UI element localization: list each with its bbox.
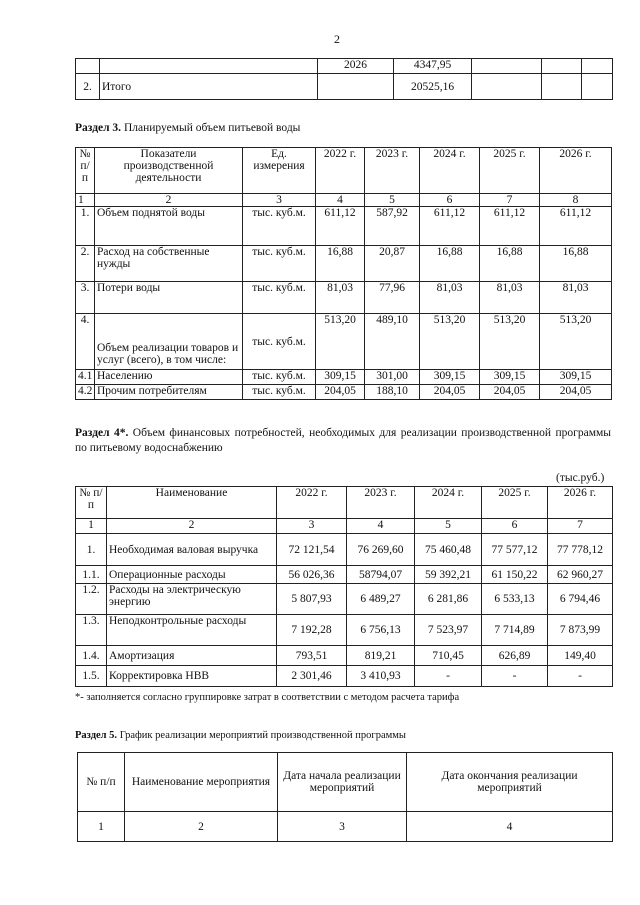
column-number-row: 1 2 3 4 5 6 7 [76, 519, 613, 534]
section4-table [75, 486, 613, 687]
table-row: 1. Объем поднятой воды тыс. куб.м. 611,12 587,92 611,12 611,12 611,12 [76, 207, 612, 246]
column-number-row: 1 2 3 4 5 6 7 8 [76, 194, 612, 207]
section3-table [75, 147, 612, 400]
table-header-row: № п/п Наименование мероприятия Дата начала реализации мероприятий Дата окончания реализации мероприятий [78, 753, 613, 812]
table-header-row: № п/п Показатели производственной деятельности Ед. измерения 2022 г. 2023 г. 2024 г. 2025 г. 2026 г. [76, 148, 612, 194]
top-table [75, 58, 613, 100]
table-row: 1. Необходимая валовая выручка 72 121,54 76 269,60 75 460,48 77 577,12 77 778,12 [76, 534, 613, 566]
table-row: 1.4. Амортизация 793,51 819,21 710,45 626,89 149,40 [76, 646, 613, 666]
table-row: 2. Расход на собственные нужды тыс. куб.м. 16,88 20,87 16,88 16,88 16,88 [76, 246, 612, 282]
table-row: 1.2. Расходы на электрическую энергию 5 807,93 6 489,27 6 281,86 6 533,13 6 794,46 [76, 584, 613, 615]
table-row: 3. Потери воды тыс. куб.м. 81,03 77,96 81,03 81,03 81,03 [76, 282, 612, 314]
section5-table [77, 752, 613, 842]
page-number: 2 [334, 32, 340, 46]
section5-title: Раздел 5. График реализации мероприятий производственной программы [75, 730, 406, 741]
section4-title: Раздел 4*. Объем финансовых потребностей, необходимых для реализации производственной программы по питьевому водоснабжению [75, 427, 612, 454]
section3-title: Раздел 3. Планируемый объем питьевой воды [75, 122, 301, 134]
table-row: 4. Объем реализации товаров и услуг (всего), в том числе: тыс. куб.м. 513,20 489,10 513,20 513,20 513,20 [76, 314, 612, 370]
section4-footnote: *- заполняется согласно группировке затрат в соответствии с методом расчета тарифа [75, 692, 460, 703]
table-row: 4.2 Прочим потребителям тыс. куб.м. 204,05 188,10 204,05 204,05 204,05 [76, 385, 612, 400]
table-row: 2. Итого 20525,16 [76, 74, 613, 100]
section4-units: (тыс.руб.) [556, 472, 605, 484]
table-row: 1.3. Неподконтрольные расходы 7 192,28 6 756,13 7 523,97 7 714,89 7 873,99 [76, 615, 613, 646]
table-row: 1.1. Операционные расходы 56 026,36 58794,07 59 392,21 61 150,22 62 960,27 [76, 566, 613, 584]
table-row: 2026 4347,95 [76, 59, 613, 74]
table-header-row: № п/п Наименование 2022 г. 2023 г. 2024 г. 2025 г. 2026 г. [76, 487, 613, 519]
table-row: 1.5. Корректировка НВВ 2 301,46 3 410,93 - - - [76, 666, 613, 687]
table-row: 4.1 Населению тыс. куб.м. 309,15 301,00 309,15 309,15 309,15 [76, 370, 612, 385]
column-number-row: 1 2 3 4 [78, 812, 613, 842]
